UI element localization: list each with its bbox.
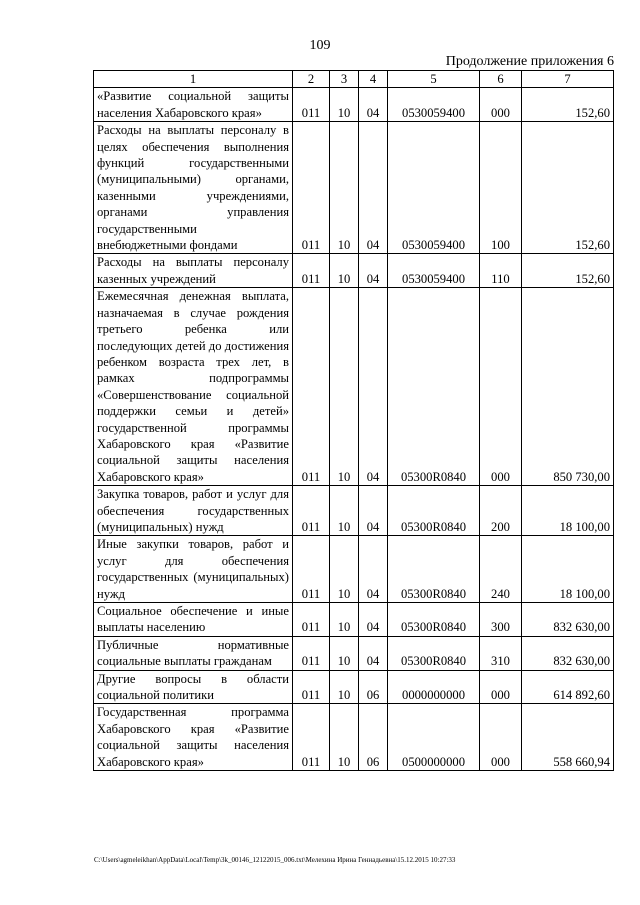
target-article-cell: 05300R0840 <box>388 536 480 603</box>
ministry-code-cell: 011 <box>293 122 330 254</box>
expense-type-cell: 000 <box>480 88 522 122</box>
header-cell: 4 <box>359 71 388 88</box>
section-code-cell: 10 <box>330 704 359 771</box>
table-row <box>94 536 614 603</box>
subsection-code-cell: 04 <box>359 288 388 486</box>
section-code-cell: 10 <box>330 536 359 603</box>
expense-type-cell: 100 <box>480 122 522 254</box>
table-row <box>94 704 614 771</box>
amount-cell: 152,60 <box>522 254 614 288</box>
expense-name-cell: Закупка товаров, работ и услуг для обеспечения государственных (муниципальных) нужд <box>94 486 293 536</box>
expense-type-cell: 240 <box>480 536 522 603</box>
section-code-cell: 10 <box>330 88 359 122</box>
subsection-code-cell: 04 <box>359 122 388 254</box>
section-code-cell: 10 <box>330 486 359 536</box>
expense-type-cell: 000 <box>480 704 522 771</box>
target-article-cell: 0500000000 <box>388 704 480 771</box>
table-row <box>94 636 614 670</box>
subsection-code-cell: 04 <box>359 603 388 637</box>
target-article-cell: 05300R0840 <box>388 636 480 670</box>
section-code-cell: 10 <box>330 603 359 637</box>
budget-table <box>93 70 614 771</box>
ministry-code-cell: 011 <box>293 603 330 637</box>
expense-name-cell: Расходы на выплаты персоналу казенных учреждений <box>94 254 293 288</box>
expense-name-cell: Социальное обеспечение и иные выплаты населению <box>94 603 293 637</box>
ministry-code-cell: 011 <box>293 486 330 536</box>
subsection-code-cell: 06 <box>359 704 388 771</box>
subsection-code-cell: 04 <box>359 636 388 670</box>
amount-cell: 18 100,00 <box>522 486 614 536</box>
target-article-cell: 05300R0840 <box>388 603 480 637</box>
expense-type-cell: 000 <box>480 288 522 486</box>
expense-type-cell: 310 <box>480 636 522 670</box>
expense-type-cell: 000 <box>480 670 522 704</box>
target-article-cell: 0530059400 <box>388 88 480 122</box>
ministry-code-cell: 011 <box>293 88 330 122</box>
section-code-cell: 10 <box>330 670 359 704</box>
table-row <box>94 603 614 637</box>
ministry-code-cell: 011 <box>293 536 330 603</box>
page-number: 109 <box>309 38 331 53</box>
subsection-code-cell: 04 <box>359 88 388 122</box>
header-cell: 7 <box>522 71 614 88</box>
amount-cell: 152,60 <box>522 122 614 254</box>
ministry-code-cell: 011 <box>293 704 330 771</box>
header-cell: 3 <box>330 71 359 88</box>
subsection-code-cell: 04 <box>359 486 388 536</box>
expense-name-cell: «Развитие социальной защиты населения Хабаровского края» <box>94 88 293 122</box>
expense-name-cell: Иные закупки товаров, работ и услуг для обеспечения государственных (муниципальных) нужд <box>94 536 293 603</box>
header-cell: 2 <box>293 71 330 88</box>
ministry-code-cell: 011 <box>293 288 330 486</box>
table-row <box>94 122 614 254</box>
expense-type-cell: 200 <box>480 486 522 536</box>
expense-name-cell: Государственная программа Хабаровского края «Развитие социальной защиты населения Хабаровского края» <box>94 704 293 771</box>
expense-name-cell: Расходы на выплаты персоналу в целях обеспечения выполнения функций государственными (муниципальными) органами, казенными учреждениями, органами управления государственными внебюджетными фондами <box>94 122 293 254</box>
table-row <box>94 254 614 288</box>
expense-name-cell: Ежемесячная денежная выплата, назначаемая в случае рождения третьего ребенка или последующих детей до достижения ребенком возраста трех лет, в рамках подпрограммы «Совершенствование социальной поддержки семьи и детей» государственной программы Хабаровского края «Развитие социальной защиты населения Хабаровского края» <box>94 288 293 486</box>
expense-name-cell: Публичные нормативные социальные выплаты гражданам <box>94 636 293 670</box>
amount-cell: 832 630,00 <box>522 603 614 637</box>
amount-cell: 558 660,94 <box>522 704 614 771</box>
target-article-cell: 0530059400 <box>388 254 480 288</box>
expense-name-cell: Другие вопросы в области социальной политики <box>94 670 293 704</box>
header-cell: 1 <box>94 71 293 88</box>
amount-cell: 18 100,00 <box>522 536 614 603</box>
header-cell: 5 <box>388 71 480 88</box>
expense-type-cell: 110 <box>480 254 522 288</box>
table-row <box>94 670 614 704</box>
amount-cell: 152,60 <box>522 88 614 122</box>
target-article-cell: 0530059400 <box>388 122 480 254</box>
amount-cell: 614 892,60 <box>522 670 614 704</box>
header-cell: 6 <box>480 71 522 88</box>
section-code-cell: 10 <box>330 636 359 670</box>
continuation-label: Продолжение приложения 6 <box>445 54 614 69</box>
ministry-code-cell: 011 <box>293 254 330 288</box>
ministry-code-cell: 011 <box>293 636 330 670</box>
footer-file-path: C:\Users\agmeleikhan\AppData\Local\Temp\3k_00146_12122015_006.txt\Мелехина Ирина Геннадьевна\15.12.2015 10:27:33 <box>94 856 456 864</box>
table-row <box>94 486 614 536</box>
target-article-cell: 05300R0840 <box>388 288 480 486</box>
subsection-code-cell: 04 <box>359 254 388 288</box>
subsection-code-cell: 06 <box>359 670 388 704</box>
subsection-code-cell: 04 <box>359 536 388 603</box>
table-row <box>94 288 614 486</box>
section-code-cell: 10 <box>330 122 359 254</box>
ministry-code-cell: 011 <box>293 670 330 704</box>
target-article-cell: 05300R0840 <box>388 486 480 536</box>
target-article-cell: 0000000000 <box>388 670 480 704</box>
section-code-cell: 10 <box>330 288 359 486</box>
amount-cell: 850 730,00 <box>522 288 614 486</box>
expense-type-cell: 300 <box>480 603 522 637</box>
table-header-row <box>94 71 614 88</box>
section-code-cell: 10 <box>330 254 359 288</box>
amount-cell: 832 630,00 <box>522 636 614 670</box>
table-row <box>94 88 614 122</box>
